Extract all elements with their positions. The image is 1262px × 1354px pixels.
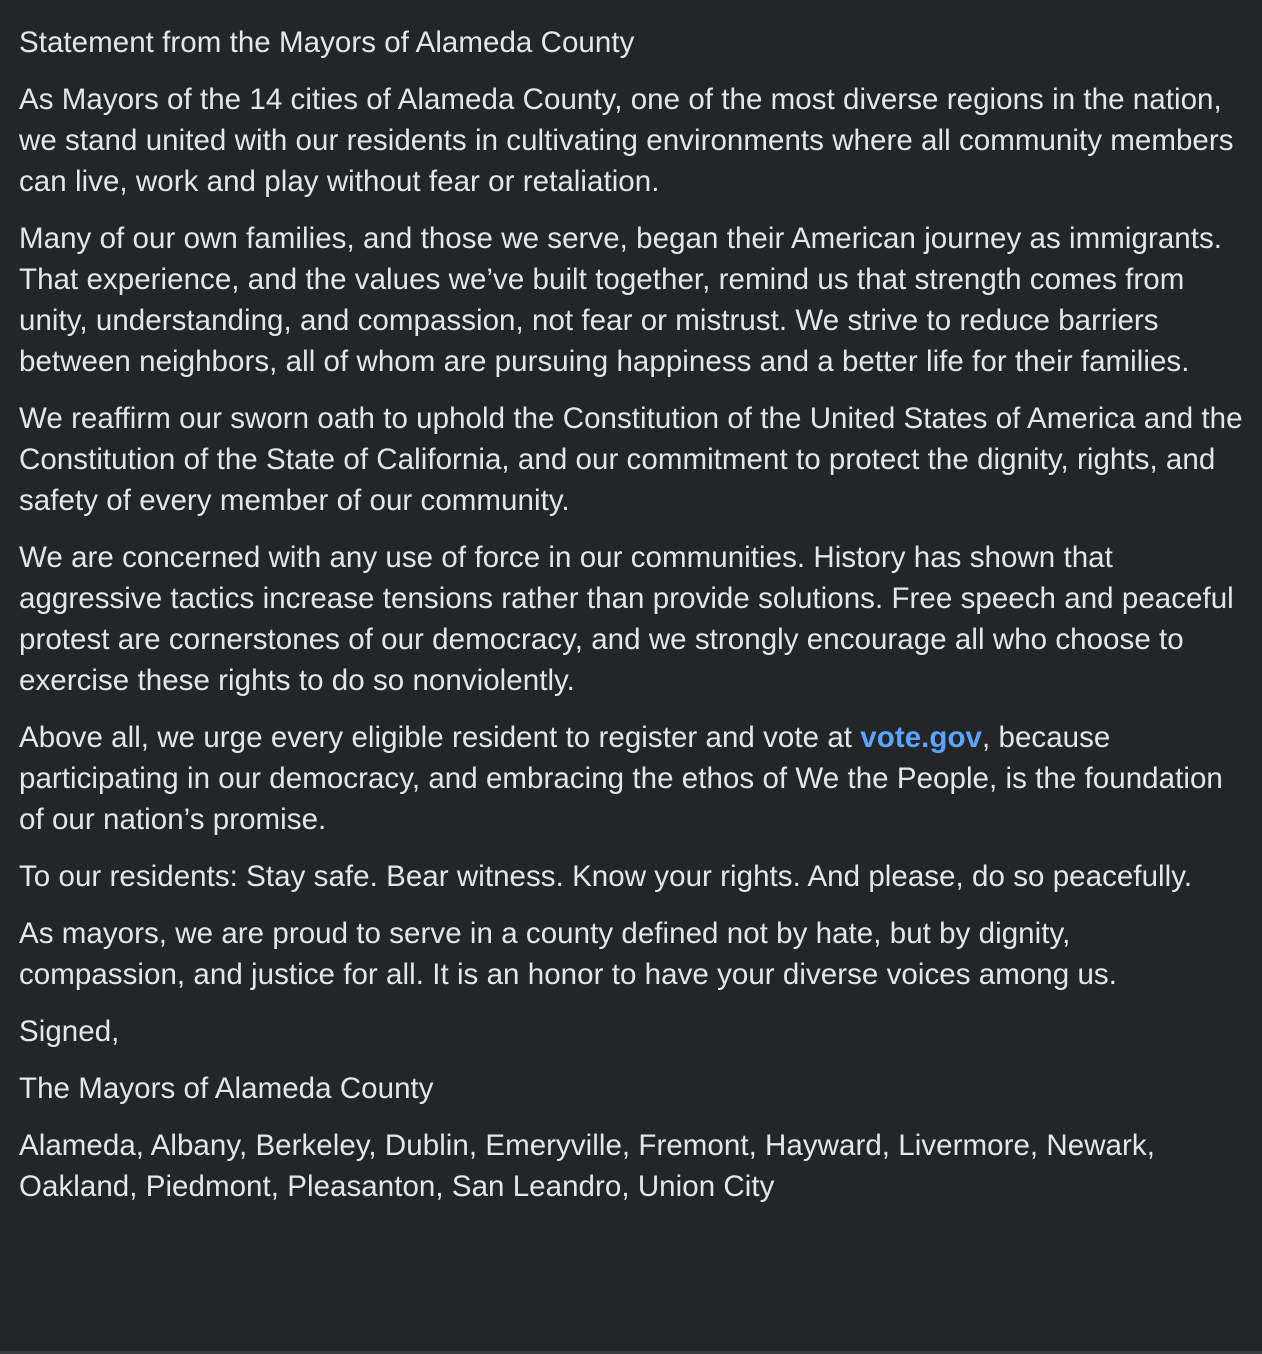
cities-list: Alameda, Albany, Berkeley, Dublin, Emeryville, Fremont, Hayward, Livermore, Newark, Oakland, Piedmont, Pleasanton, San Leandro, Union City [19, 1129, 1155, 1203]
paragraph-immigrants: Many of our own families, and those we serve, began their American journey as immigrants. That experience, and the values we’ve built together, remind us that strength comes from unity, understanding, and compassion, not fear or mistrust. We strive to reduce barriers between neighbors, all of whom are pursuing happiness and a better life for their families. [19, 222, 1223, 378]
signatory: The Mayors of Alameda County [19, 1072, 434, 1105]
paragraph-residents: To our residents: Stay safe. Bear witness. Know your rights. And please, do so peacefully. [19, 860, 1193, 893]
paragraph-proud: As mayors, we are proud to serve in a county defined not by hate, but by dignity, compassion, and justice for all. It is an honor to have your diverse voices among us. [19, 917, 1117, 991]
paragraph-vote [19, 717, 1244, 840]
paragraph-oath: We reaffirm our sworn oath to uphold the Constitution of the United States of America and the Constitution of the State of California, and our commitment to protect the dignity, rights, and safety of every member of our community. [19, 402, 1243, 517]
post-title: Statement from the Mayors of Alameda County [19, 26, 635, 59]
paragraph-use-of-force: We are concerned with any use of force in our communities. History has shown that aggressive tactics increase tensions rather than provide solutions. Free speech and peaceful protest are cornerstones of our democracy, and we strongly encourage all who choose to exercise these rights to do so nonviolently. [19, 541, 1234, 697]
vote-text-after: , because participating in our democracy, and embracing the ethos of We the People, is the foundation of our nation’s promise. [19, 721, 1223, 836]
signed-label: Signed, [19, 1015, 120, 1048]
vote-gov-link[interactable]: vote.gov [860, 721, 982, 754]
post-body [19, 22, 1244, 1223]
vote-text-before: Above all, we urge every eligible resident to register and vote at [19, 721, 861, 754]
paragraph-diversity: As Mayors of the 14 cities of Alameda County, one of the most diverse regions in the nation, we stand united with our residents in cultivating environments where all community members can live, work and play without fear or retaliation. [19, 83, 1234, 198]
